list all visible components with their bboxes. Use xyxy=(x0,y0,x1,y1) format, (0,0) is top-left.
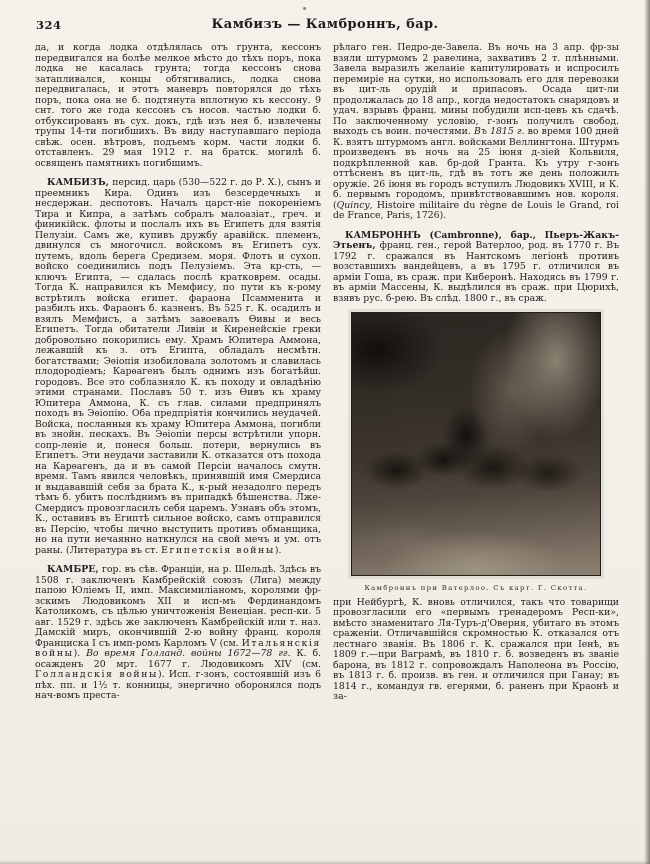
text-segment: К. б. осажденъ 20 мрт. 1677 г. Людовикомъ XIV (см. xyxy=(35,648,321,670)
text-segment: рѣлаго ген. Педро-де-Завела. Въ ночь на 3 апр. фр-зы взяли штурмомъ 2 равелина, захвативъ 2 т. плѣнными. Завела выразилъ желаніе капитулировать и испросилъ перемиріе на сутки, но использовалъ его для перевозки въ цит-ль орудій и припасовъ. Осада цит-ли продолжалась до 18 апр., когда недостатокъ снарядовъ и удач. взрывъ франц. мины побудили исп-цевъ къ сдачѣ. По заключенному условію, г-зонъ получилъ свобод. выходъ съ воин. почестями. xyxy=(333,43,619,137)
figure-caption: Камброннъ при Ватерлоо. Съ карт. Г. Скотта. xyxy=(364,584,588,592)
text-paragraph xyxy=(35,178,321,556)
text-segment: ). xyxy=(73,648,87,659)
text-paragraph xyxy=(35,43,321,169)
page-number: 324 xyxy=(36,18,62,32)
scan-edge-bottom xyxy=(0,860,650,864)
text-paragraph xyxy=(333,43,619,222)
text-segment: КАМБИЗЪ, xyxy=(47,177,113,188)
page-header-title: Камбизъ — Камброннъ, бар. xyxy=(211,17,439,32)
text-segment: Во время Голланд. войны 1672—78 гг. xyxy=(86,648,291,659)
text-segment: КАМБРОННЪ (Cambronne), бар., Пьеръ-Жакъ-Этьенъ, xyxy=(333,229,619,251)
text-segment: Голландскія войны xyxy=(35,669,158,680)
right-column xyxy=(333,43,619,821)
text-paragraph xyxy=(35,565,321,702)
text-segment: Итальянскія войны xyxy=(35,637,321,659)
text-segment: при Нейбургѣ, К. вновь отличился, такъ что товарищи провозгласили его «первымъ гренадеромъ Респ-ки», вмѣсто знаменитаго Ля-Туръ-д'Оверня, убитаго въ этомъ сраженіи. Отличавшійся скромностью К. отказался отъ лестнаго званія. Въ 1806 г. К. сражался при Іенѣ, въ 1809 г.—при Ваграмѣ, въ 1810 г. б. возведенъ въ званіе барона, въ 1812 г. сопровождалъ Наполеона въ Россію, въ 1813 г. б. произв. въ ген. и отличился при Ганау; въ 1814 г., командуя гв. егерями, б. раненъ при Краонѣ и за- xyxy=(333,596,619,702)
scan-speck xyxy=(303,7,306,10)
text-segment: да, и когда лодка отдѣлялась отъ грунта, кессонъ передвигался на болѣе мелкое мѣсто до тѣхъ поръ, пока лодка не касалась грунта; тогда кессонъ снова затапливался, концы обтягивались, лодка снова передвигалась, и этотъ маневръ повторялся до тѣхъ поръ, пока она не б. подтянута вплотную къ кессону. 9 снт. того же года кессонъ съ носов. частью лодки б. отбуксированъ въ сух. докъ, гдѣ изъ нея б. извлечены трупы 14-ти погибшихъ. Въ виду наступавшаго періода свѣж. осен. вѣтровъ, подъемъ корм. части лодки б. отставленъ. 29 мая 1912 г. на братск. могилѣ б. освященъ памятникъ погибшимъ. xyxy=(35,43,321,169)
text-segment: гор. въ сѣв. Франціи, на р. Шельдѣ. Здѣсь въ 1508 г. заключенъ Камбрейскій союзъ (Лига) между папою Юліемъ II, имп. Максимиліаномъ, королями фр-зскимъ Людовикомъ XII и исп-мъ Фердинандомъ Католикомъ, съ цѣлью уничтоженія Венеціан. респ-ки. 5 авг. 1529 г. здѣсь же заключенъ Камбрейскій или т. наз. Дамскій миръ, окончившій 2-ю войну франц. короля Франциска I съ имп-ромъ Карломъ V (см. xyxy=(35,564,321,649)
text-columns xyxy=(35,43,619,821)
right-column-top xyxy=(333,43,619,304)
text-segment: Египетскія войны xyxy=(161,544,275,556)
scan-edge-right xyxy=(644,0,650,864)
text-segment: во время 100 дней К. взятъ штурмомъ англ. войсками Веллингтона. Штурмъ произведенъ въ ночь на 25 іюня д-зіей Кольвиля, подкрѣпленной кав. бр-дой Гранта. Къ утру г-зонъ оттѣсненъ въ цит-ль, гдѣ въ тотъ же день положилъ оружіе. 26 іюня въ городъ вступилъ Людовикъ XVIII, и К. б. первымъ городомъ, привѣтствовавшимъ нов. короля. ( xyxy=(333,126,619,211)
figure-block xyxy=(351,312,601,594)
engraving-frame xyxy=(351,312,601,576)
left-column xyxy=(35,43,321,821)
text-segment: Quincy xyxy=(336,199,370,211)
text-segment: КАМБРЕ, xyxy=(47,564,103,575)
text-paragraph xyxy=(333,598,619,703)
text-segment: , Histoire militaire du règne de Louis le Grand, roi de France, Paris, 1726). xyxy=(333,199,619,221)
right-column-bottom xyxy=(333,598,619,703)
text-paragraph xyxy=(333,231,619,305)
text-segment: ). Исп. г-зонъ, состоявшій изъ 6 пѣх. пп. и 1½ т. конницы, энергично оборонялся подъ нач-вомъ преста- xyxy=(35,669,321,701)
text-segment: Въ 1815 г. xyxy=(473,126,525,137)
text-segment: франц. ген., герой Ватерлоо, род. въ 1770 г. Въ 1792 г. сражался въ Нантскомъ легіонѣ противъ возставшихъ вандейцевъ, а въ 1795 г. отличился въ арміи Гоша, въ сраж. при Киберонѣ. Находясь въ 1799 г. въ арміи Массены, К. выдѣлился въ сраж. при Цюрихѣ, взявъ рус. б-рею. Въ слѣд. 1800 г., въ сраж. xyxy=(333,240,619,304)
text-segment: ). xyxy=(274,544,282,556)
text-segment: персид. царь (530—522 г. до Р. Х.), сынъ и преемникъ Кира. Одинъ изъ безсердечныхъ и несдержан. деспотовъ. Началъ царст-ніе покореніемъ Тира и Кипра, а затѣмъ собралъ малоазіат., греч. и финикійск. флоты и послалъ ихъ въ Египетъ для взятія Пелузіи. Самъ же, купивъ дружбу аравійск. племенъ, двинулся съ многочисл. войскомъ въ Египетъ сух. путемъ, вдоль берега Средизем. моря. Флотъ и сухоп. войско соединились подъ Пелузіемъ. Эта кр-сть, — ключъ Египта, — сдалась послѣ кратковрем. осады. Тогда К. направился къ Мемфису, по пути къ к-рому встрѣтилъ войска египет. фараона Псамменита и разбилъ ихъ. Фараонъ б. казненъ. Въ 525 г. К. осадилъ и взялъ Мемфисъ, а затѣмъ завоевалъ Ѳивы и весь Египетъ. Тогда обитатели Ливіи и Киренейскіе греки добровольно покорились ему. Храмъ Юпитера Аммона, лежавшій къ з. отъ Египта, обладалъ несмѣтн. богатствами; Эѳіопія изобиловала золотомъ и славилась плодородіемъ; Карѳагенъ былъ однимъ изъ богатѣйш. городовъ. Все это соблазняло К. къ походу и овладѣнію этими странами. Пославъ 50 т. изъ Ѳивъ къ храму Юпитера Аммона, К. съ глав. силами предпринялъ походъ въ Эѳіопію. Оба предпріятія кончились неудачей. Войска, посланныя къ храму Юпитера Аммона, погибли въ знойн. пескахъ. Въ Эѳіопіи персы встрѣтили упорн. сопр-леніе и, понеся больш. потери, вернулись въ Египетъ. Эти неудачи заставили К. отказатся отъ похода на Карѳагенъ, да и въ самой Персіи началось смутн. время. Тамъ явился человѣкъ, принявшій имя Смердиса и выдававшій себя за брата К., к-рый незадолго передъ тѣмъ б. убитъ послѣднимъ въ припадкѣ бѣшенства. Лже-Смердисъ провозгласилъ себя царемъ. Узнавъ объ этомъ, К., оставивъ въ Египтѣ сильное войско, самъ отправился въ Персію, чтобы лично выступить противъ обманщика, но на пути нечаянно наткнулся на свой мечъ и ум. отъ раны. (Литература въ ст. xyxy=(35,177,321,556)
battle-engraving-image xyxy=(352,313,600,575)
